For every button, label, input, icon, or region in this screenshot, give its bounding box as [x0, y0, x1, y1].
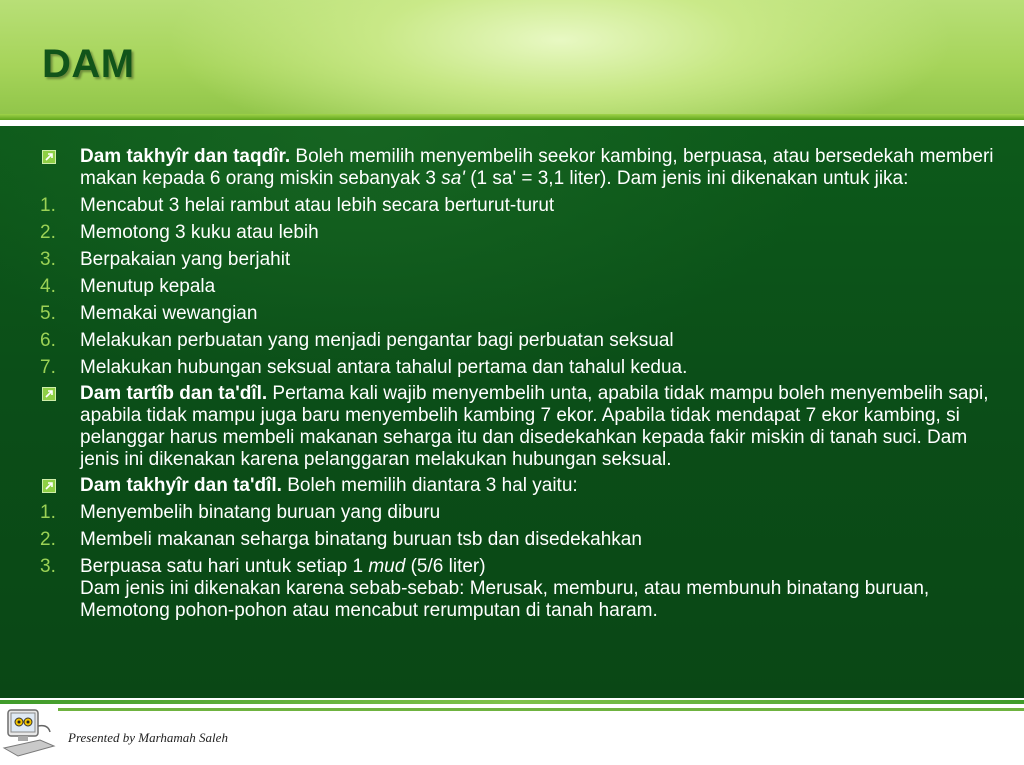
footer-divider: [58, 708, 1024, 711]
list-item: [40, 556, 1000, 622]
list-number: 3.: [40, 249, 56, 270]
content-area: [0, 126, 1024, 698]
list-number: 1.: [40, 502, 56, 523]
item-heading: Dam takhyîr dan ta'dîl.: [80, 475, 282, 496]
item-heading: Dam tartîb dan ta'dîl.: [80, 383, 268, 404]
arrow-up-right-square-icon: [42, 387, 56, 401]
arrow-up-right-square-icon: [42, 479, 56, 493]
list-item: [40, 502, 1000, 524]
list-item: [40, 249, 1000, 271]
item-text: Melakukan perbuatan yang menjadi pengantar bagi perbuatan seksual: [80, 330, 674, 351]
footer-divider: [0, 700, 1024, 704]
list-number: 5.: [40, 303, 56, 324]
slide-title: DAM: [42, 42, 135, 86]
item-text: Menutup kepala: [80, 276, 216, 297]
footer-presenter: Presented by Marhamah Saleh: [68, 730, 228, 745]
footer: [0, 698, 1024, 765]
list-number: 1.: [40, 195, 56, 216]
list-item: [40, 276, 1000, 298]
item-text: (1 sa' = 3,1 liter). Dam jenis ini dikenakan untuk jika:: [464, 168, 909, 189]
item-text: Membeli makanan seharga binatang buruan tsb dan disedekahkan: [80, 529, 642, 550]
computer-mascot-icon: [0, 702, 58, 762]
content-list: [40, 142, 1000, 622]
list-item-dam-takhyir-tadil: [40, 475, 1000, 497]
item-text: Memakai wewangian: [80, 303, 258, 324]
item-text: Berpakaian yang berjahit: [80, 249, 291, 270]
item-text: (5/6 liter): [405, 556, 486, 577]
item-text: Pertama kali wajib menyembelih unta, apabila tidak mampu boleh menyembelih sapi, apabila tidak mampu juga baru menyembelih kambing 7 ekor. Apabila tidak mendapat 7 ekor kambing, si pelanggar harus membeli makanan seharga itu dan disedekahkan kepada fakir miskin di tanah suci. Dam jenis ini dikenakan karena pelanggaran melakukan hubungan seksual.: [80, 383, 989, 470]
list-item: [40, 330, 1000, 352]
list-number: 7.: [40, 357, 56, 378]
arrow-up-right-square-icon: [42, 150, 56, 164]
list-item: [40, 357, 1000, 379]
title-band: [0, 0, 1024, 120]
item-italic: sa': [441, 168, 465, 189]
list-item-dam-takhyir-taqdir: [40, 146, 1000, 190]
item-text: Boleh memilih menyembelih seekor kambing, berpuasa, atau bersedekah memberi makan kepada 6 orang miskin sebanyak 3: [80, 146, 994, 189]
list-item: [40, 303, 1000, 325]
list-number: 2.: [40, 529, 56, 550]
item-subtext: Dam jenis ini dikenakan karena sebab-sebab: Merusak, memburu, atau membunuh binatang buruan, Memotong pohon-pohon atau mencabut rerumputan di tanah haram.: [80, 578, 930, 621]
list-number: 4.: [40, 276, 56, 297]
list-item: [40, 222, 1000, 244]
list-number: 2.: [40, 222, 56, 243]
item-text: Boleh memilih diantara 3 hal yaitu:: [281, 475, 578, 496]
item-text: Memotong 3 kuku atau lebih: [80, 222, 319, 243]
list-item: [40, 529, 1000, 551]
item-text: Melakukan hubungan seksual antara tahalul pertama dan tahalul kedua.: [80, 357, 688, 378]
list-number: 3.: [40, 556, 56, 577]
item-text: Menyembelih binatang buruan yang diburu: [80, 502, 441, 523]
list-item: [40, 195, 1000, 217]
list-number: 6.: [40, 330, 56, 351]
item-italic: mud: [368, 556, 406, 577]
item-text: Mencabut 3 helai rambut atau lebih secara berturut-turut: [80, 195, 555, 216]
item-heading: Dam takhyîr dan taqdîr.: [80, 146, 291, 167]
list-item-dam-tartib-tadil: [40, 383, 1000, 471]
item-text: Berpuasa satu hari untuk setiap 1: [80, 556, 369, 577]
